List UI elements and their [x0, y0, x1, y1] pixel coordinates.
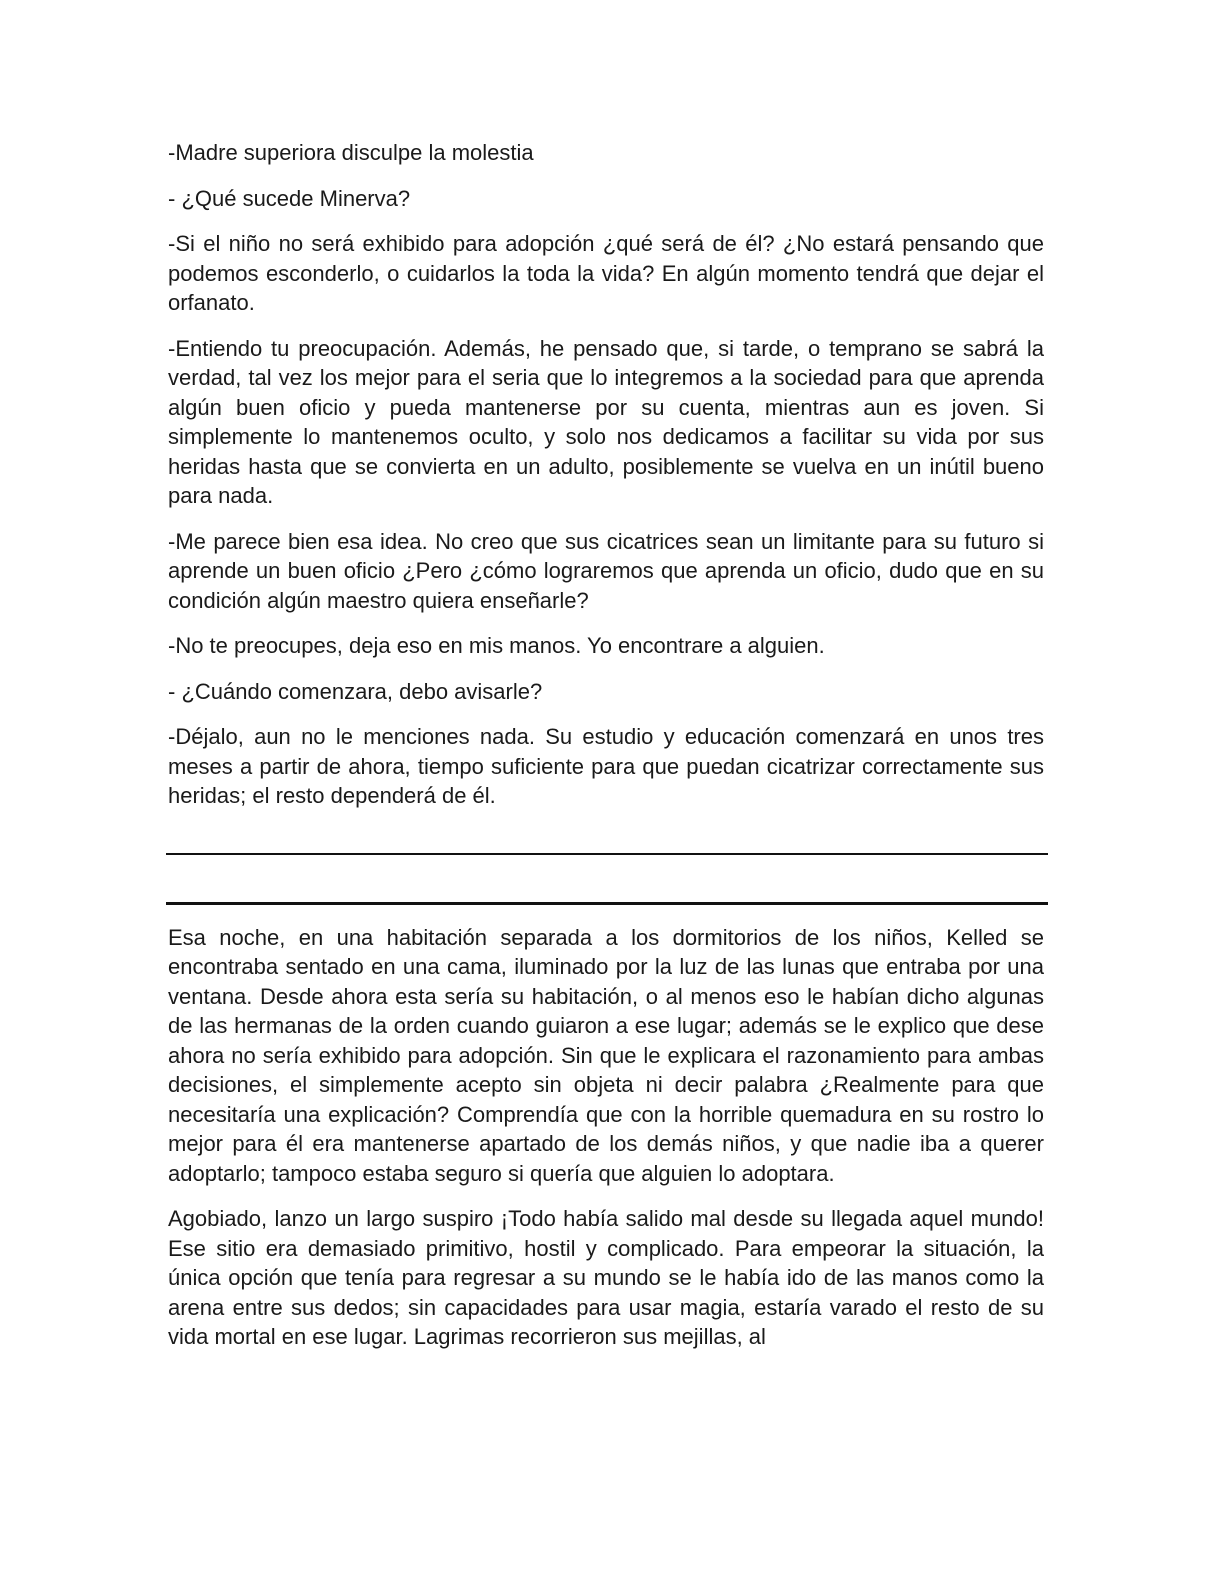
dialogue-section — [168, 138, 1044, 811]
dialogue-line: -Madre superiora disculpe la molestia — [168, 140, 534, 165]
dialogue-line: - ¿Cuándo comenzara, debo avisarle? — [168, 678, 543, 704]
dialogue-line: -Si el niño no será exhibido para adopción ¿qué será de él? ¿No estará pensando que podemos esconderlo, o cuidarlos la toda la vida? En algún momento tendrá que dejar el orfanato. — [168, 231, 1044, 315]
dialogue-line: -Me parece bien esa idea. No creo que sus cicatrices sean un limitante para su futuro si aprende un buen oficio ¿Pero ¿cómo lograremos que aprenda un oficio, dudo que en su condición algún maestro quiera enseñarle? — [168, 528, 1044, 613]
section-divider-top — [166, 853, 1048, 855]
section-divider-bottom — [166, 902, 1048, 905]
narrative-paragraph: Agobiado, lanzo un largo suspiro ¡Todo había salido mal desde su llegada aquel mundo! Ese sitio era demasiado primitivo, hostil y complicado. Para empeorar la situación, la única opción que tenía para regresar a su mundo se le había ido de las manos como la arena entre sus dedos; sin capacidades para usar magia, estaría varado el resto de su vida mortal en ese lugar. Lagrimas recorrieron sus mejillas, al — [168, 1206, 1044, 1349]
dialogue-line: - ¿Qué sucede Minerva? — [168, 185, 411, 211]
narrative-paragraph: Esa noche, en una habitación separada a los dormitorios de los niños, Kelled se encontraba sentado en una cama, iluminado por la luz de las lunas que entraba por una ventana. Desde ahora esta sería su habitación, o al menos eso le habían dicho algunas de las hermanas de la orden cuando guiaron a ese lugar; además se le explico que dese ahora no sería exhibido para adopción. Sin que le explicara el razonamiento para ambas decisiones, el simplemente acepto sin objeta ni decir palabra ¿Realmente para que necesitaría una explicación? Comprendía que con la horrible quemadura en su rostro lo mejor para él era mantenerse apartado de los demás niños, y que nadie iba a querer adoptarlo; tampoco estaba seguro si quería que alguien lo adoptara. — [168, 924, 1044, 1186]
narrative-section — [168, 923, 1044, 1352]
document-page — [168, 138, 1044, 1352]
dialogue-line: -No te preocupes, deja eso en mis manos. Yo encontrare a alguien. — [168, 633, 825, 658]
dialogue-line: -Déjalo, aun no le menciones nada. Su estudio y educación comenzará en unos tres meses a partir de ahora, tiempo suficiente para que puedan cicatrizar correctamente sus heridas; el resto dependerá de él. — [168, 724, 1044, 808]
dialogue-line: -Entiendo tu preocupación. Además, he pensado que, si tarde, o temprano se sabrá la verdad, tal vez los mejor para el seria que lo integremos a la sociedad para que aprenda algún buen oficio y pueda mantenerse por su cuenta, mientras aun es joven. Si simplemente lo mantenemos oculto, y solo nos dedicamos a facilitar su vida por sus heridas hasta que se convierta en un adulto, posiblemente se vuelva en un inútil bueno para nada. — [168, 335, 1044, 508]
